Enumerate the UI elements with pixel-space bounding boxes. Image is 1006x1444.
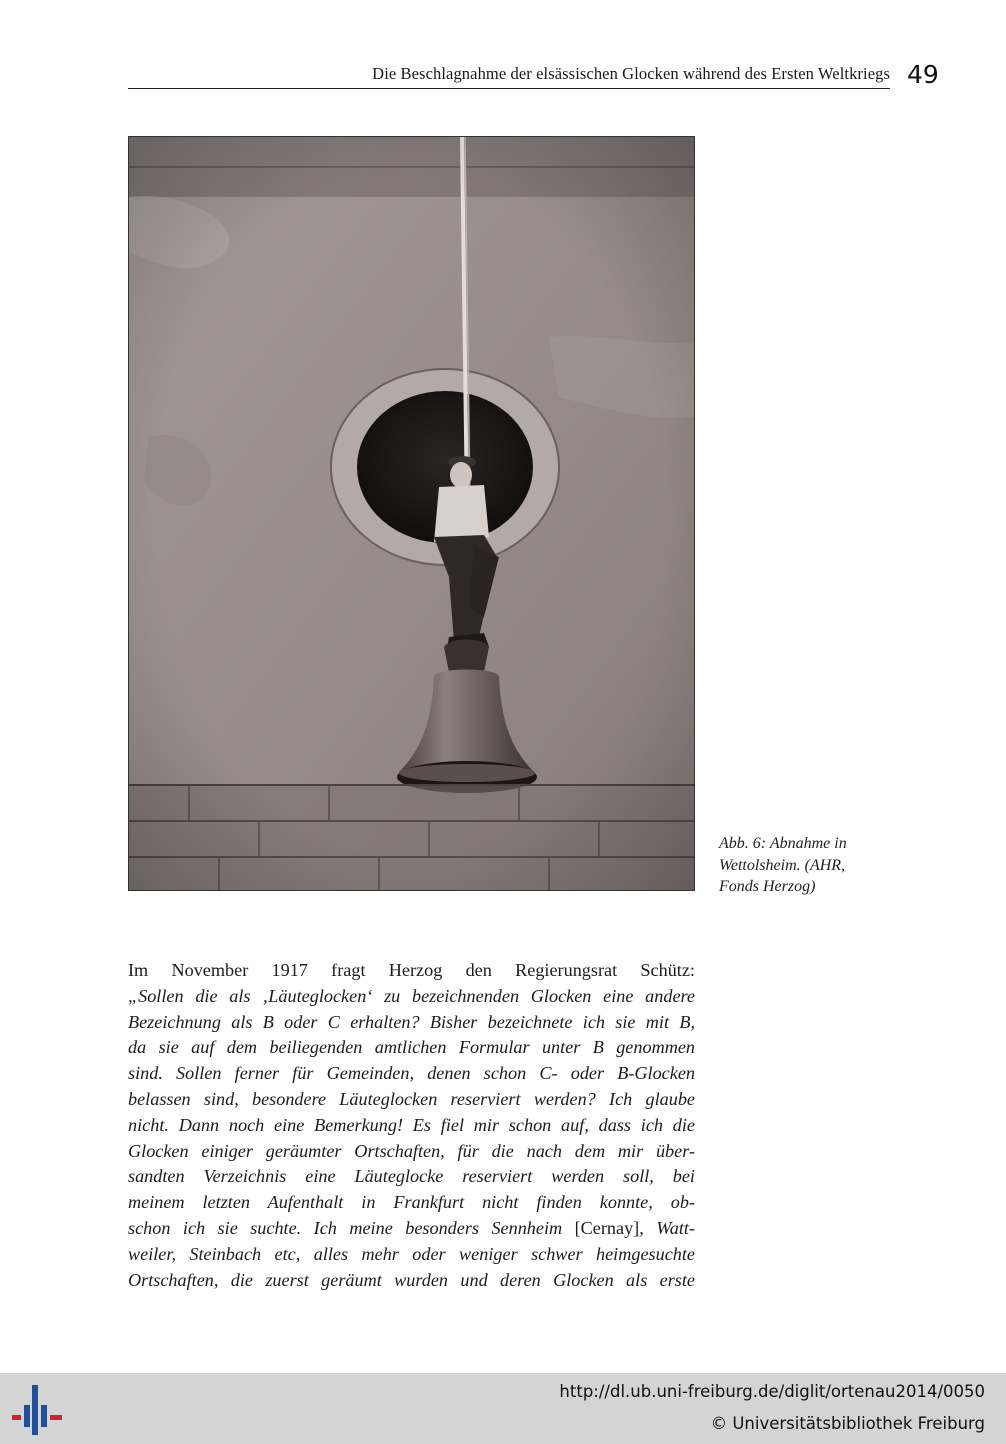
header-rule: [128, 88, 890, 89]
running-header: Die Beschlagnahme der elsässischen Glocken während des Ersten Weltkriegs: [372, 64, 890, 83]
text-span: weiler, Steinbach etc, alles mehr oder weniger schwer heimgesuchte: [128, 1243, 695, 1264]
text-span: Bezeichnung als B oder C erhalten? Bisher bezeichnete ich sie mit B,: [128, 1011, 695, 1032]
text-span: nicht. Dann noch eine Bemerkung! Es fiel mir schon auf, dass ich die: [128, 1114, 695, 1135]
text-span: Ortschaften, die zuerst geräumt wurden und deren Glocken als erste: [128, 1269, 695, 1290]
text-span: Im November 1917 fragt Herzog den Regierungsrat Schütz:: [128, 960, 695, 980]
text-line: [128, 1268, 695, 1294]
footer-bar: [0, 1373, 1006, 1444]
text-line: [128, 958, 695, 984]
text-span: „Sollen die als ‚Läuteglocken‘ zu bezeichnenden Glocken eine andere: [128, 985, 695, 1006]
text-line: [128, 1242, 695, 1268]
text-span: belassen sind, besondere Läuteglocken reserviert werden? Ich glaube: [128, 1088, 695, 1109]
text-span: da sie auf dem beiliegenden amtlichen Formular unter B genommen: [128, 1037, 695, 1058]
text-line: [128, 1139, 695, 1165]
copyright-notice: © Universitätsbibliothek Freiburg: [710, 1414, 985, 1433]
caption-line: Fonds Herzog): [719, 878, 816, 895]
text-line: [128, 1035, 695, 1061]
text-line: [128, 984, 695, 1010]
text-line: [128, 1190, 695, 1216]
source-url-link[interactable]: http://dl.ub.uni-freiburg.de/diglit/ortenau2014/0050: [559, 1382, 985, 1401]
figure-photo-bell-removal: [128, 136, 695, 891]
text-span: sandten Verzeichnis eine Läuteglocke reserviert werden soll, bei: [128, 1166, 695, 1187]
figure-caption: [719, 833, 919, 898]
text-span: sind. Sollen ferner für Gemeinden, denen schon C- oder B-Glocken: [128, 1063, 695, 1084]
page-number: 49: [907, 60, 939, 89]
text-span: , Watt-: [639, 1217, 695, 1238]
text-line: [128, 1010, 695, 1036]
text-line: [128, 1113, 695, 1139]
text-span: Glocken einiger geräumter Ortschaften, für die nach dem mir über-: [128, 1140, 695, 1161]
text-line: [128, 1164, 695, 1190]
text-span: schon ich sie suchte. Ich meine besonders Sennheim: [128, 1217, 575, 1238]
text-span: [Cernay]: [574, 1217, 640, 1238]
caption-line: Abb. 6: Abnahme in: [719, 835, 847, 852]
caption-line: Wettolsheim. (AHR,: [719, 856, 846, 874]
text-line: [128, 1087, 695, 1113]
text-line: [128, 1216, 695, 1242]
library-logo-icon: [12, 1385, 64, 1435]
body-paragraph: [128, 958, 695, 1293]
text-line: [128, 1061, 695, 1087]
text-span: meinem letzten Aufenthalt in Frankfurt nicht finden konnte, ob-: [128, 1192, 695, 1213]
